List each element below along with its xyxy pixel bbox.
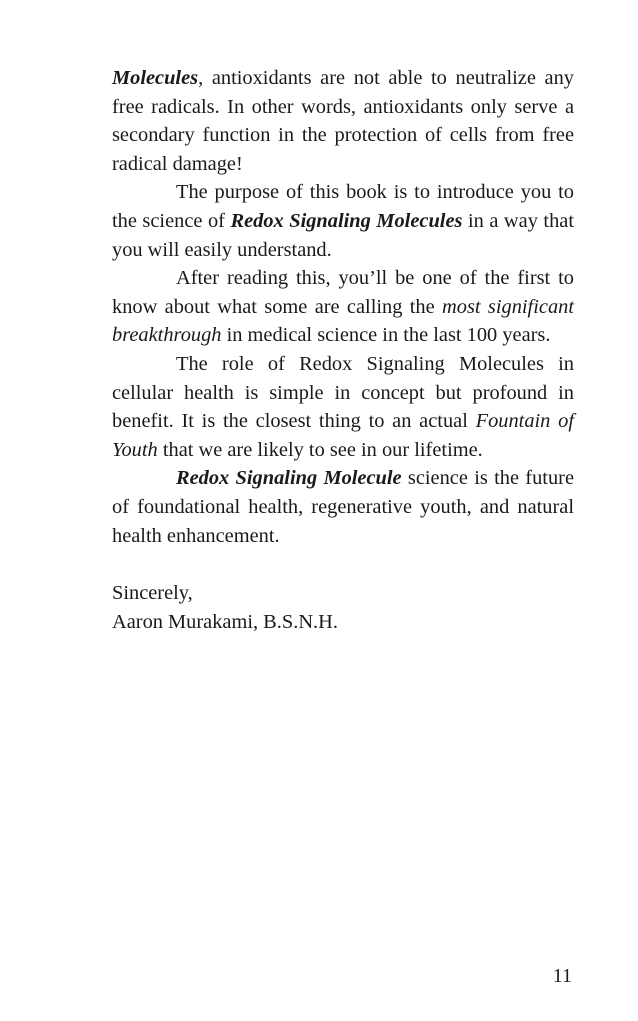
italic-text: Fountain of Youth [112,410,574,461]
body-text: The purpose of this book is to introduce you to the science of [112,181,574,232]
salutation: Sincerely, [112,582,193,605]
emphasis-text: Redox Signaling Molecule [176,467,402,490]
closing-block [112,579,574,636]
page-body [112,64,574,636]
emphasis-text: Molecules [112,67,199,89]
body-text: After reading this, you’ll be one of the first to know about what some are calling the [112,267,574,318]
body-text: that we are likely to see in our lifetime. [157,438,483,461]
paragraph-5 [112,464,574,550]
paragraph-2 [112,178,574,264]
paragraph-3 [112,264,574,350]
italic-text: most significant breakthrough [112,295,574,347]
body-text: in medical science in the last 100 years. [221,324,551,347]
page-number: 11 [552,965,572,987]
body-text: science is the future of foundational health, regenerative youth, and natural health enhancement. [112,467,574,547]
letter-body [112,64,574,550]
body-text: , antioxidants are not able to neutralize any free radicals. In other words, antioxidants only serve a secondary function in the protection of cells from free radical damage! [112,67,574,175]
body-text: The role of Redox Signaling Molecules in cellular health is simple in concept but profound in benefit. It is the closest thing to an actual [112,352,574,433]
paragraph-1 [112,64,574,178]
body-text: in a way that you will easily understand. [112,209,574,261]
signature: Aaron Murakami, B.S.N.H. [112,610,338,633]
paragraph-4 [112,350,574,464]
emphasis-text: Redox Signaling Molecules [230,209,463,232]
